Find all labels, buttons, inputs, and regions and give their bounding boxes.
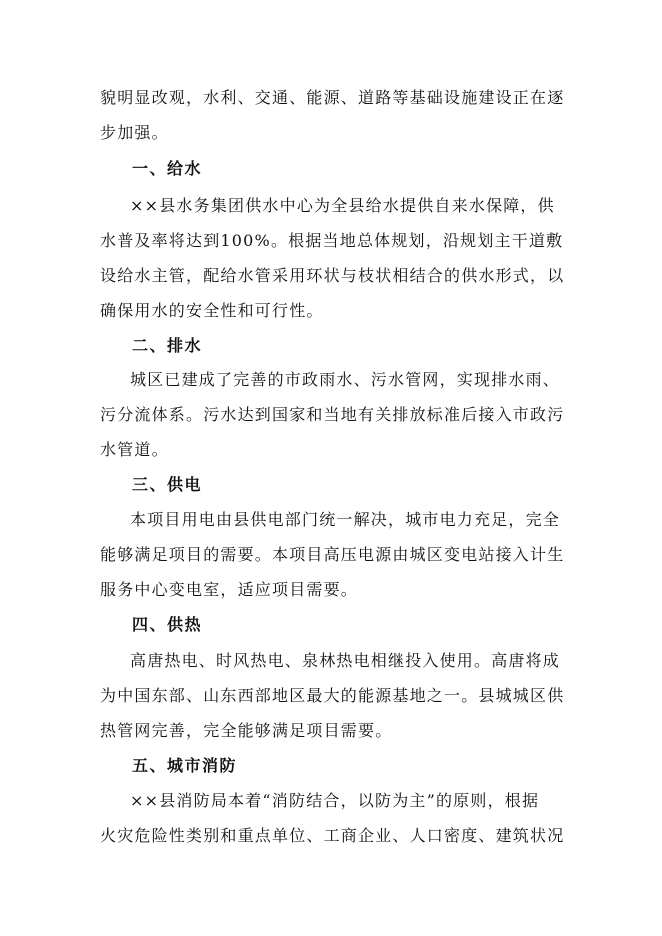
heating-line-3: 热管网完善，完全能够满足项目需要。 (100, 721, 393, 740)
water-supply-line-1: ××县水务集团供水中心为全县给水提供自来水保障，供 (130, 196, 555, 215)
intro-line-2: 步加强。 (100, 123, 169, 142)
heating-line-1: 高唐热电、时风热电、泉林热电相继投入使用。高唐将成 (130, 651, 561, 670)
fire-protection-line-1: ××县消防局本着“消防结合，以防为主”的原则，根据 (130, 791, 540, 810)
drainage-line-1: 城区已建成了完善的市政雨水、污水管网，实现排水雨、 (130, 370, 561, 389)
heading-power-supply: 三、供电 (132, 475, 203, 494)
heading-water-supply: 一、给水 (132, 159, 203, 178)
water-supply-line-3: 设给水主管，配给水管采用环状与枝状相结合的供水形式，以 (100, 266, 565, 285)
heading-drainage: 二、排水 (132, 336, 203, 355)
water-supply-line-2: 水普及率将达到100%。根据当地总体规划，沿规划主干道敷 (100, 231, 564, 250)
drainage-line-2: 污分流体系。污水达到国家和当地有关排放标准后接入市政污 (100, 405, 565, 424)
heading-fire-protection: 五、城市消防 (132, 756, 238, 775)
fire-protection-line-2: 火灾危险性类别和重点单位、工商企业、人口密度、建筑状况 (100, 826, 565, 845)
power-supply-line-2: 能够满足项目的需要。本项目高压电源由城区变电站接入计生 (100, 545, 565, 564)
drainage-line-3: 水管道。 (100, 440, 169, 459)
intro-line-1: 貌明显改观，水利、交通、能源、道路等基础设施建设正在逐 (100, 88, 565, 107)
water-supply-line-4: 确保用水的安全性和可行性。 (100, 301, 324, 320)
power-supply-line-3: 服务中心变电室，适应项目需要。 (100, 580, 359, 599)
power-supply-line-1: 本项目用电由县供电部门统一解决，城市电力充足，完全 (130, 510, 561, 529)
heating-line-2: 为中国东部、山东西部地区最大的能源基地之一。县城城区供 (100, 686, 565, 705)
heading-heating: 四、供热 (132, 615, 203, 634)
